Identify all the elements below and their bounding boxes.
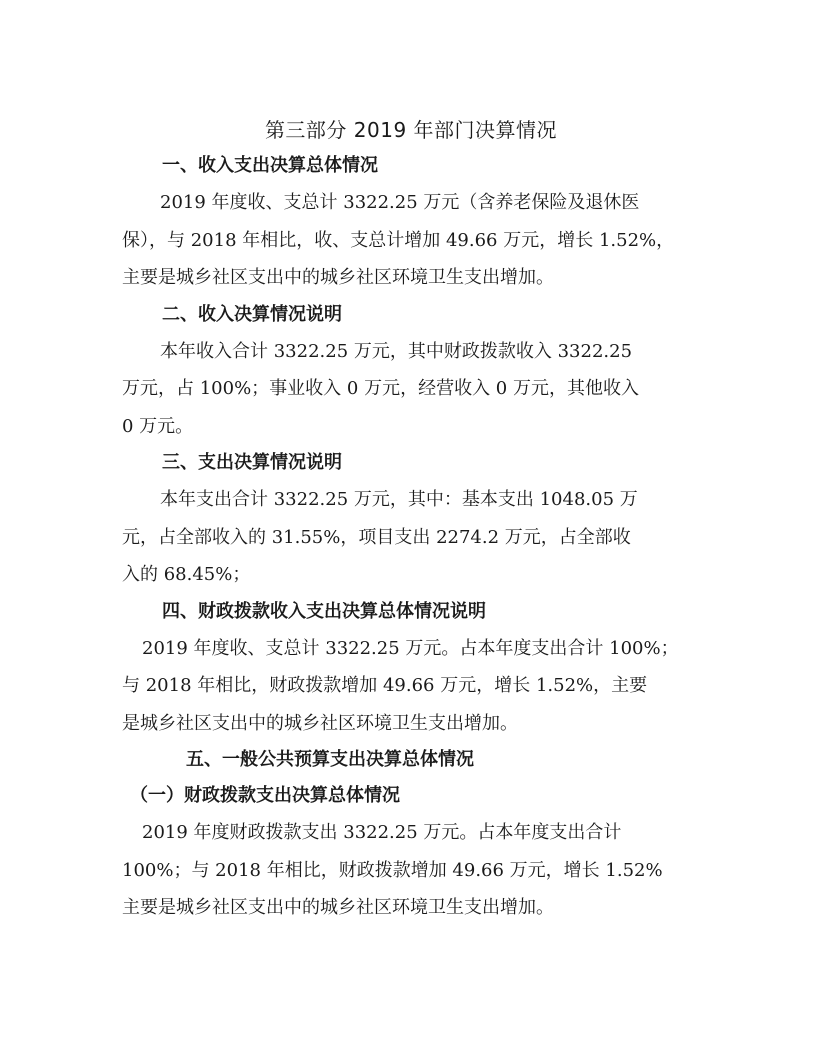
paragraph-line: 保），与 2018 年相比，收、支总计增加 49.66 万元，增长 1.52%， bbox=[122, 229, 675, 251]
page-title: 第三部分 2019 年部门决算情况 bbox=[264, 118, 558, 142]
paragraph-line: 元，占全部收入的 31.55%，项目支出 2274.2 万元，占全部收 bbox=[122, 526, 631, 548]
paragraph-line: 本年收入合计 3322.25 万元，其中财政拨款收入 3322.25 bbox=[160, 340, 633, 362]
paragraph-line: 主要是城乡社区支出中的城乡社区环境卫生支出增加。 bbox=[122, 267, 554, 288]
document-page bbox=[122, 112, 700, 927]
paragraph-line: 主要是城乡社区支出中的城乡社区环境卫生支出增加。 bbox=[122, 897, 554, 918]
paragraph-line: 本年支出合计 3322.25 万元，其中：基本支出 1048.05 万 bbox=[160, 489, 638, 510]
paragraph-line: 2019 年度财政拨款支出 3322.25 万元。占本年度支出合计 bbox=[142, 822, 622, 843]
subsection-heading-1: （一）财政拨款支出决算总体情况 bbox=[130, 785, 400, 806]
paragraph-line: 与 2018 年相比，财政拨款增加 49.66 万元，增长 1.52%，主要 bbox=[122, 675, 648, 696]
section-heading-4: 四、财政拨款收入支出决算总体情况说明 bbox=[162, 600, 486, 622]
section-paragraph-1 bbox=[122, 184, 700, 297]
section-heading-3: 三、支出决算情况说明 bbox=[162, 452, 342, 473]
paragraph-line: 2019 年度收、支总计 3322.25 万元（含养老保险及退休医 bbox=[160, 192, 640, 213]
paragraph-line: 入的 68.45%； bbox=[122, 564, 251, 585]
paragraph-line: 是城乡社区支出中的城乡社区环境卫生支出增加。 bbox=[122, 712, 518, 734]
section-paragraph-3 bbox=[122, 481, 700, 594]
section-heading-2: 二、收入决算情况说明 bbox=[162, 303, 342, 325]
paragraph-line: 万元，占 100%；事业收入 0 万元，经营收入 0 万元，其他收入 bbox=[122, 378, 639, 399]
section-heading-5: 五、一般公共预算支出决算总体情况 bbox=[186, 749, 474, 770]
section-heading-1: 一、收入支出决算总体情况 bbox=[162, 155, 378, 176]
subsection-paragraph-1 bbox=[122, 814, 700, 927]
section-paragraph-2 bbox=[122, 333, 700, 446]
paragraph-line: 2019 年度收、支总计 3322.25 万元。占本年度支出合计 100%； bbox=[142, 637, 679, 659]
paragraph-line: 0 万元。 bbox=[122, 415, 194, 437]
paragraph-line: 100%；与 2018 年相比，财政拨款增加 49.66 万元，增长 1.52% bbox=[122, 859, 663, 881]
section-paragraph-4 bbox=[122, 630, 700, 743]
